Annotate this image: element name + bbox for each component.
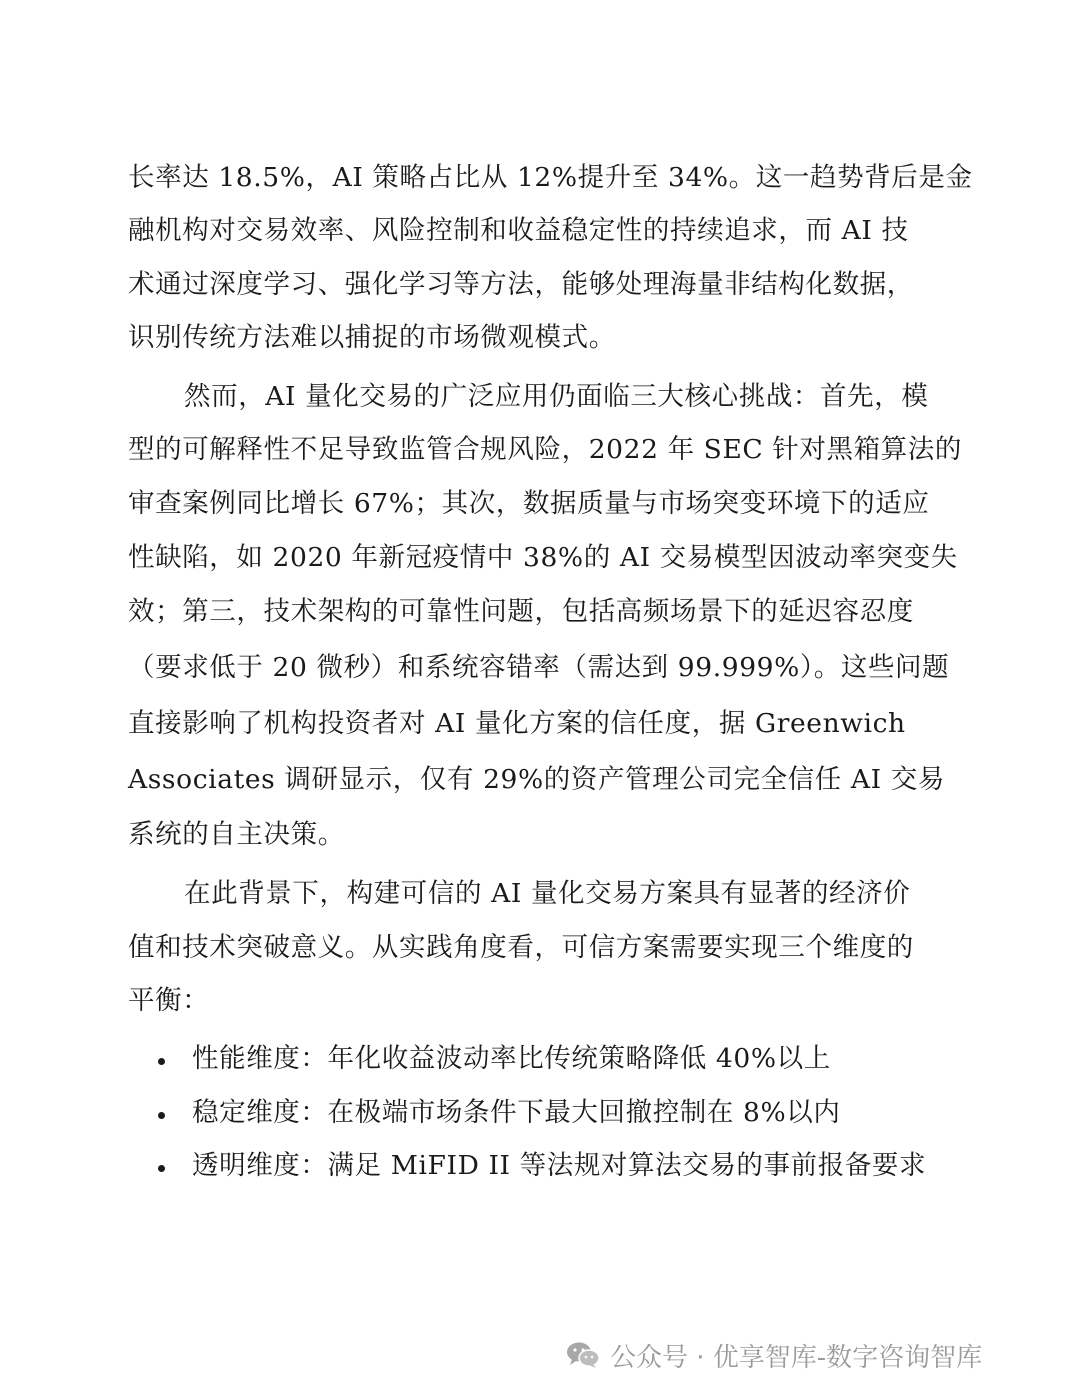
list-item	[158, 1043, 958, 1075]
paragraph-line: 识别传统方法难以捕捉的市场微观模式。	[128, 322, 616, 353]
wechat-icon	[566, 1341, 600, 1369]
list-item-text: 稳定维度：在极端市场条件下最大回撤控制在 8%以内	[192, 1097, 841, 1128]
bullet-icon	[158, 1058, 165, 1065]
list-item	[158, 1097, 958, 1129]
paragraph-line: 平衡：	[128, 985, 210, 1016]
paragraph-line: 在此背景下，构建可信的 AI 量化交易方案具有显著的经济价	[184, 878, 911, 909]
paragraph-line: （要求低于 20 微秒）和系统容错率（需达到 99.999%）。这些问题	[128, 652, 950, 683]
bullet-icon	[158, 1165, 165, 1172]
watermark-text: 公众号 · 优享智库-数字咨询智库	[610, 1342, 983, 1373]
paragraph-line: 融机构对交易效率、风险控制和收益稳定性的持续追求，而 AI 技	[128, 215, 909, 246]
paragraph-line: Associates 调研显示，仅有 29%的资产管理公司完全信任 AI 交易	[128, 764, 945, 795]
list-item-text: 透明维度：满足 MiFID II 等法规对算法交易的事前报备要求	[192, 1150, 927, 1181]
paragraph-line: 效；第三，技术架构的可靠性问题，包括高频场景下的延迟容忍度	[128, 596, 914, 627]
paragraph-line: 长率达 18.5%，AI 策略占比从 12%提升至 34%。这一趋势背后是金	[128, 162, 973, 193]
bullet-icon	[158, 1112, 165, 1119]
paragraph-line: 系统的自主决策。	[128, 819, 345, 850]
paragraph-line: 值和技术突破意义。从实践角度看，可信方案需要实现三个维度的	[128, 932, 914, 963]
list-item	[158, 1150, 958, 1182]
paragraph-line: 直接影响了机构投资者对 AI 量化方案的信任度，据 Greenwich	[128, 708, 906, 739]
paragraph-line: 性缺陷，如 2020 年新冠疫情中 38%的 AI 交易模型因波动率突变失	[128, 542, 958, 573]
paragraph-line: 审查案例同比增长 67%；其次，数据质量与市场突变环境下的适应	[128, 488, 930, 519]
paragraph-line: 型的可解释性不足导致监管合规风险，2022 年 SEC 针对黑箱算法的	[128, 434, 962, 465]
list-item-text: 性能维度：年化收益波动率比传统策略降低 40%以上	[192, 1043, 831, 1074]
watermark	[566, 1338, 982, 1372]
paragraph-line: 术通过深度学习、强化学习等方法，能够处理海量非结构化数据，	[128, 269, 914, 300]
paragraph-line: 然而，AI 量化交易的广泛应用仍面临三大核心挑战：首先，模	[184, 381, 929, 412]
